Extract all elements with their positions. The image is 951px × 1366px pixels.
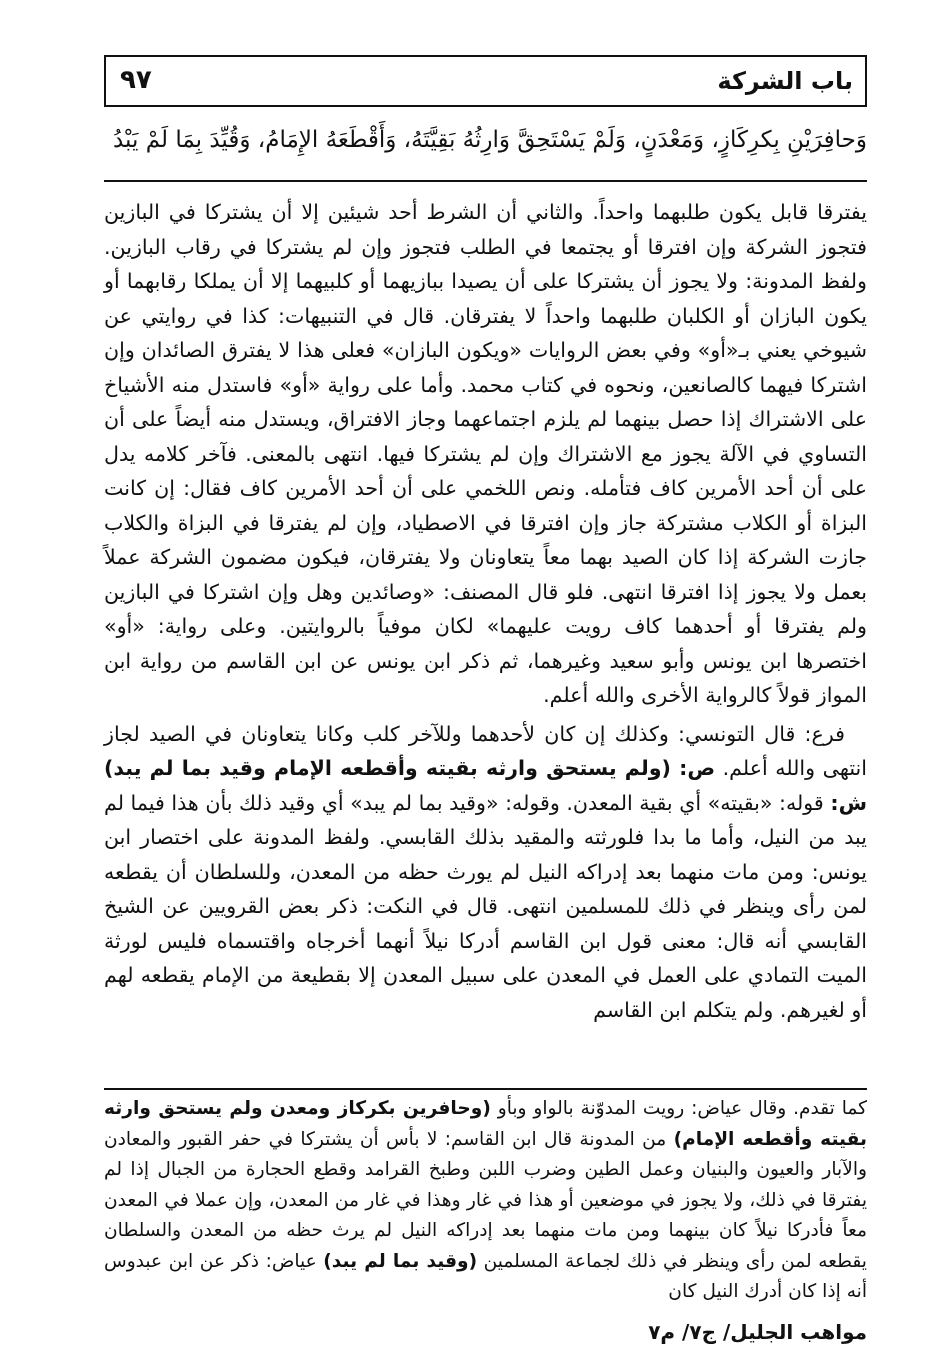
separator-rule-bottom [104, 1088, 867, 1090]
commentary-body [104, 195, 867, 1027]
chapter-title: باب الشركة [717, 67, 853, 95]
quoted-matn: ص: (ولم يستحق وارثه بقيته وأقطعه الإمام وقيد بما لم يبد) ش: [104, 756, 867, 815]
footnote-text: من المدونة قال ابن القاسم: لا بأس أن يشتركا في حفر القبور والمعادن والآبار والعيون والبنيان وعمل الطين وضرب اللبن وطبخ القرامد وقطع الحجارة من الجبال إذا لم يفترقا في ذلك، ولا يجوز في موضعين أو هذا في غار وهذا في غار من المعدن، وإن عملا في المعدن معاً فأدركا نيلاً كان بينهما ومن مات منهما بعد إدراكه النيل لم يرث حظه من المعدن والسلطان يقطعه لمن رأى وينظر في ذلك لجماعة المسلمين [104, 1128, 867, 1272]
separator-rule-top [104, 180, 867, 182]
commentary-text: قوله: «بقيته» أي بقية المعدن. وقوله: «وقيد بما لم يبد» أي وقيد ذلك بأن هذا فيما لم يبد من النيل، وأما ما بدا فلورثته والمقيد بذلك القابسي. ولفظ المدونة على اختصار ابن يونس: ومن مات منهما بعد إدراكه النيل لم يورث حظه من المعدن، وللسلطان أن يقطعه لمن رأى وينظر في ذلك للمسلمين انتهى. قال في النكت: ذكر بعض القرويين عن الشيخ القابسي أنه قال: معنى قول ابن القاسم أدركا نيلاً أنهما أخرجاه واقتسماه فليس لورثة الميت التمادي على العمل في المعدن على سبيل المعدن إلا بقطيعة من الإمام يقطعه لهم أو لغيرهم. ولم يتكلم ابن القاسم [104, 790, 867, 1022]
printer-signature: مواهب الجليل/ ج٧/ م٧ [648, 1320, 867, 1344]
page-number: ٩٧ [120, 65, 152, 95]
quoted-matn: (وحافرين بكركاز ومعدن ولم يستحق وارثه بقيته وأقطعه الإمام) [104, 1098, 867, 1150]
footnote-body [104, 1094, 867, 1308]
running-header [104, 55, 867, 107]
commentary-paragraph-2 [104, 717, 867, 1028]
matn-text: وَحافِرَيْنِ بِكرِكَازٍ، وَمَعْدَنٍ، وَلَمْ يَسْتَحِقَّ وَارِثُهُ بَقِيَّتَهُ، وَأَقْطَعَهُ الإِمَامُ، وَقُيِّدَ بِمَا لَمْ يَبْدُ [112, 127, 867, 153]
footnote-text: كما تقدم. وقال عياض: رويت المدوّنة بالواو وبأو [490, 1098, 867, 1119]
commentary-paragraph-1: يفترقا قابل يكون طلبهما واحداً. والثاني أن الشرط أحد شيئين إلا أن يشتركا في البازين فتجوز الشركة وإن افترقا أو يجتمعا في الطلب فتجوز وإن لم يشتركا في رقاب البازين. ولفظ المدونة: ولا يجوز أن يشتركا على أن يصيدا ببازيهما أو كلبيهما إلا أن يملكا رقابهما أو يكون البازان أو الكلبان طلبهما واحداً لا يفترقان. قال في التنبيهات: كذا في روايتي عن شيوخي يعني بـ«أو» وفي بعض الروايات «ويكون البازان» فعلى هذا لا يفترق الصائدان وإن اشتركا فيهما كالصانعين، ونحوه في كتاب محمد. وأما على رواية «أو» فاستدل منه الأشياخ على الاشتراك إذا حصل بينهما لم يلزم اجتماعهما وجاز الافتراق، ويستدل منه أيضاً على أن التساوي في الآلة يجوز مع الاشتراك وإن لم يشتركا فيها. انتهى بالمعنى. فآخر كلامه يدل على أن أحد الأمرين كاف فتأمله. ونص اللخمي على أن أحد الأمرين كاف فقال: إن كانت البزاة أو الكلاب مشتركة جاز وإن افترقا في الاصطياد، وإن لم يفترقا في البزاة والكلاب جازت الشركة إذا كان الصيد بهما معاً يتعاونان ولا يفترقان، فيكون مضمون الشركة عملاً بعمل ولا يجوز إذا افترقا انتهى. فلو قال المصنف: «وصائدين وهل وإن اشتركا في البازين ولم يفترقا أو أحدهما كاف رويت عليهما» لكان موفياً بالروايتين. وعلى رواية: «أو» اختصرها ابن يونس وأبو سعيد وغيرهما، ثم ذكر ابن يونس عن ابن القاسم من رواية ابن المواز قولاً كالرواية الأخرى والله أعلم. [104, 200, 867, 707]
footnote-text: عياض: ذكر عن ابن عبدوس أنه إذا كان أدرك النيل كان [104, 1250, 867, 1302]
commentary-text: فرع: قال التونسي: وكذلك إن كان لأحدهما وللآخر كلب وكانا يتعاونان في الصيد لجاز انتهى والله أعلم. [104, 721, 867, 780]
footnote-paragraph [104, 1094, 867, 1308]
quoted-matn: (وقيد بما لم يبد) [323, 1250, 478, 1272]
